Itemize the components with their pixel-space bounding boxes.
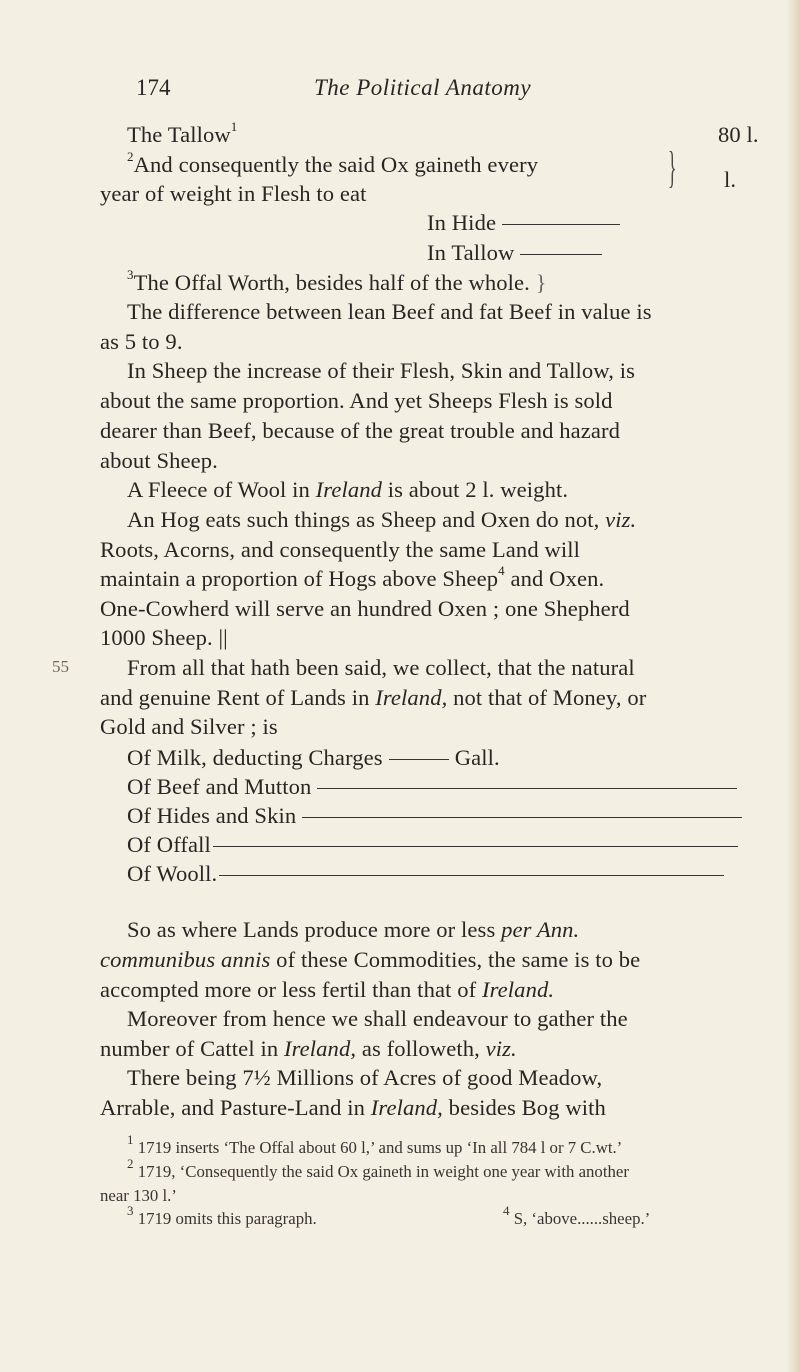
footnote-1-text: 1719 inserts ‘The Offal about 60 l,’ and sums up ‘In all 784 l or 7 C.wt.’ xyxy=(137,1138,623,1157)
milk-line xyxy=(127,743,500,773)
offall-text: Of Offall xyxy=(127,832,211,857)
ox-value: l. xyxy=(724,167,737,192)
offall-line xyxy=(127,830,738,860)
in-hide-text: In Hide xyxy=(427,210,497,235)
footnote-1 xyxy=(127,1132,623,1159)
difference-line-2: as 5 to 9. xyxy=(100,329,183,354)
so-text-1: So as where Lands produce more or less xyxy=(127,917,502,942)
in-tallow-text: In Tallow xyxy=(427,240,515,265)
collect-line-2 xyxy=(100,683,646,713)
footnote-2-mark: 2 xyxy=(127,1156,134,1172)
so-text-3: accompted more or less fertil than that of xyxy=(100,977,482,1002)
tallow-value: 80 l. xyxy=(718,122,759,147)
so-line-2 xyxy=(100,945,640,975)
there-text-1b: Millions of Acres of good Meadow, xyxy=(270,1065,603,1090)
footnote-1-mark: 1 xyxy=(127,1132,134,1148)
hides-line xyxy=(127,801,742,831)
there-line-1 xyxy=(127,1063,602,1093)
rule xyxy=(520,254,602,255)
there-text-2b: besides Bog with xyxy=(442,1095,606,1120)
milk-text: Of Milk, deducting Charges xyxy=(127,745,383,770)
hog-viz: viz. xyxy=(605,507,637,532)
page-edge xyxy=(786,0,800,1372)
more-viz: viz. xyxy=(485,1036,517,1061)
collect-ireland: Ireland, xyxy=(375,685,448,710)
there-fraction: ½ xyxy=(253,1065,271,1090)
running-title: The Political Anatomy xyxy=(314,75,532,100)
collect-text-2b: not that of Money, or xyxy=(447,685,647,710)
so-line-3 xyxy=(100,975,554,1005)
there-text-2a: Arrable, and Pasture-Land in xyxy=(100,1095,371,1120)
hog-line-5: 1000 Sheep. || xyxy=(100,625,228,650)
collect-line-3: Gold and Silver ; is xyxy=(100,714,278,739)
rule xyxy=(317,788,737,789)
footnote-3-text: 1719 omits this paragraph. xyxy=(137,1209,317,1228)
footnote-2-cont: near 130 l.’ xyxy=(100,1186,177,1205)
sheep-line-2: about the same proportion. And yet Sheeps Flesh is sold xyxy=(100,388,613,413)
hides-text: Of Hides and Skin xyxy=(127,803,297,828)
fleece-text-b: is about 2 l. weight. xyxy=(382,477,569,502)
more-ireland: Ireland, xyxy=(283,1036,357,1061)
more-text-2a: number of Cattel in xyxy=(100,1036,284,1061)
there-text-1a: There being 7 xyxy=(127,1065,254,1090)
more-line-1: Moreover from hence we shall endeavour to gather the xyxy=(127,1006,628,1031)
hog-text-3a: maintain a proportion of Hogs above Sheep xyxy=(100,566,499,591)
footnote-3-mark: 3 xyxy=(127,1203,134,1219)
rule xyxy=(502,224,620,225)
offal-text: The Offal Worth, besides half of the whole. xyxy=(133,270,530,295)
ox-line-1 xyxy=(127,150,538,180)
difference-line-1: The difference between lean Beef and fat Beef in value is xyxy=(127,299,652,324)
so-communibus: communibus annis xyxy=(100,947,271,972)
footnote-2-text: 1719, ‘Consequently the said Ox gaineth in weight one year with another xyxy=(137,1162,629,1181)
hog-text-1: An Hog eats such things as Sheep and Oxen do not, xyxy=(127,507,606,532)
rule xyxy=(213,846,738,847)
more-line-2 xyxy=(100,1034,517,1064)
collect-text-2a: and genuine Rent of Lands in xyxy=(100,685,376,710)
sheep-line-1: In Sheep the increase of their Flesh, Skin and Tallow, is xyxy=(127,358,635,383)
footnote-mark-4: 4 xyxy=(498,563,505,579)
tallow-text: The Tallow xyxy=(127,122,231,147)
ox-line-2: year of weight in Flesh to eat xyxy=(100,181,367,206)
ox-text-1: And consequently the said Ox gaineth every xyxy=(133,152,539,177)
fleece-line xyxy=(127,475,568,505)
page-number: 174 xyxy=(136,75,171,100)
sheep-line-3: dearer than Beef, because of the great trouble and hazard xyxy=(100,418,621,443)
footnote-mark-2: 2 xyxy=(127,149,134,165)
milk-unit: Gall. xyxy=(454,745,500,770)
rule xyxy=(389,759,449,760)
wooll-line xyxy=(127,859,724,889)
footnote-4-mark: 4 xyxy=(503,1203,510,1219)
hog-line-3 xyxy=(100,564,604,594)
footnote-4 xyxy=(503,1203,651,1230)
fleece-text-a: A Fleece of Wool in xyxy=(127,477,316,502)
small-brace: } xyxy=(535,270,547,295)
tallow-line xyxy=(127,120,237,150)
footnote-3 xyxy=(127,1203,317,1230)
so-line-1 xyxy=(127,915,579,945)
hog-line-2: Roots, Acorns, and consequently the same Land will xyxy=(100,537,581,562)
so-text-2: of these Commodities, the same is to be xyxy=(270,947,641,972)
rule xyxy=(219,875,724,876)
more-text-2b: as followeth, xyxy=(356,1036,486,1061)
hog-text-3b: and Oxen. xyxy=(504,566,605,591)
beef-line xyxy=(127,772,737,802)
right-brace: } xyxy=(668,143,677,192)
fleece-ireland: Ireland xyxy=(315,477,383,502)
hog-line-1 xyxy=(127,505,636,535)
footnote-mark-3: 3 xyxy=(127,267,134,283)
rule xyxy=(302,817,742,818)
sheep-line-4: about Sheep. xyxy=(100,448,218,473)
offal-line xyxy=(127,268,547,298)
beef-text: Of Beef and Mutton xyxy=(127,774,312,799)
so-per-ann: per Ann. xyxy=(501,917,580,942)
there-ireland: Ireland, xyxy=(370,1095,443,1120)
in-hide-line xyxy=(427,208,620,238)
so-ireland: Ireland. xyxy=(481,977,555,1002)
there-line-2 xyxy=(100,1093,606,1123)
collect-line-1: From all that hath been said, we collect, that the natural xyxy=(127,655,635,680)
footnote-2 xyxy=(127,1156,629,1183)
wooll-text: Of Wooll. xyxy=(127,861,218,886)
in-tallow-line xyxy=(427,238,602,268)
footnote-mark-1: 1 xyxy=(230,119,238,135)
footnote-4-text: S, ‘above......sheep.’ xyxy=(513,1209,651,1228)
hog-line-4: One-Cowherd will serve an hundred Oxen ; one Shepherd xyxy=(100,596,630,621)
margin-page-marker: 55 xyxy=(52,657,69,676)
